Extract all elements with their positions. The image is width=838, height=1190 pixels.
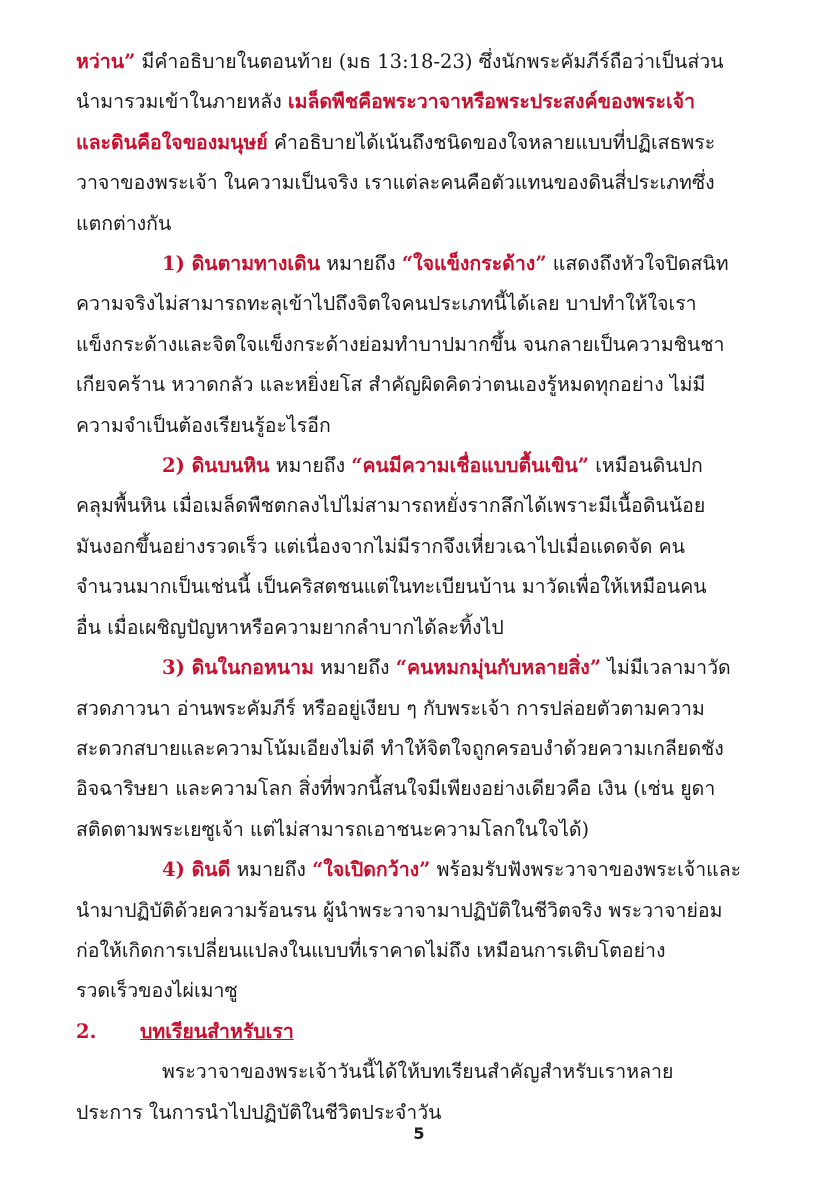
soil-3-paragraph [76, 648, 776, 850]
section-2-title: บทเรียนสำหรับเรา [140, 1019, 294, 1043]
soil-text: หมายถึง [320, 252, 402, 276]
soil-text: จำนวนมากเป็นเช่นนี้ เป็นคริสตชนแต่ในทะเบียนบ้าน มาวัดเพื่อให้เหมือนคน [76, 575, 707, 599]
intro-text: แตกต่างกัน [76, 211, 172, 235]
soil-4-label: 4) ดินดี [162, 858, 231, 882]
soil-1-label: 1) ดินตามทางเดิน [162, 252, 321, 276]
soil-definition: และดินคือใจของมนุษย์ [76, 130, 268, 154]
soil-text: สวดภาวนา อ่านพระคัมภีร์ หรืออยู่เงียบ ๆ กับพระเจ้า การปล่อยตัวตามความ [76, 696, 705, 720]
section-2-heading [76, 1012, 776, 1052]
soil-2-quote: “คนมีความเชื่อแบบตื้นเขิน” [351, 454, 590, 478]
soil-text: ก่อให้เกิดการเปลี่ยนแปลงในแบบที่เราคาดไม่ถึง เหมือนการเติบโตอย่าง [76, 938, 666, 962]
soil-text: ไม่มีเวลามาวัด [601, 656, 731, 680]
intro-text: วาจาของพระเจ้า ในความเป็นจริง เราแต่ละคนคือตัวแทนของดินสี่ประเภทซึ่ง [76, 171, 715, 195]
soil-1-quote: “ใจแข็งกระด้าง” [401, 252, 547, 276]
intro-text: คำอธิบายได้เน้นถึงชนิดของใจหลายแบบที่ปฏิเสธพระ [267, 130, 716, 154]
intro-text: นำมารวมเข้าในภายหลัง [76, 90, 288, 114]
section-2-text: พระวาจาของพระเจ้าวันนี้ได้ให้บทเรียนสำคัญสำหรับเราหลาย [162, 1060, 674, 1084]
intro-highlight: หว่าน” [76, 50, 136, 73]
intro-paragraph [76, 42, 776, 244]
soil-text: เกียจคร้าน หวาดกลัว และหยิ่งยโส สำคัญผิดคิดว่าตนเองรู้หมดทุกอย่าง ไม่มี [76, 373, 706, 397]
soil-text: ความจริงไม่สามารถทะลุเข้าไปถึงจิตใจคนประเภทนี้ได้เลย บาปทำให้ใจเรา [76, 292, 697, 316]
section-2-paragraph [76, 1052, 776, 1133]
soil-text: นำมาปฏิบัติด้วยความร้อนรน ผู้นำพระวาจามาปฏิบัติในชีวิตจริง พระวาจาย่อม [76, 898, 723, 922]
soil-text: อื่น เมื่อเผชิญปัญหาหรือความยากลำบากได้ละทิ้งไป [76, 615, 504, 639]
soil-text: หมายถึง [269, 454, 352, 478]
soil-text: พร้อมรับฟังพระวาจาของพระเจ้าและ [430, 858, 742, 882]
soil-text: สติดตามพระเยซูเจ้า แต่ไม่สามารถเอาชนะความโลกในใจได้) [76, 817, 590, 841]
soil-text: สะดวกสบายและความโน้มเอียงไม่ดี ทำให้จิตใจถูกครอบงำด้วยความเกลียดชัง [76, 736, 724, 760]
soil-text: หมายถึง [230, 858, 313, 882]
soil-2-paragraph [76, 446, 776, 648]
soil-text: คลุมพื้นหิน เมื่อเมล็ดพืชตกลงไปไม่สามารถหยั่งรากลึกได้เพราะมีเนื้อดินน้อย [76, 494, 706, 518]
soil-text: อิจฉาริษยา และความโลก สิ่งที่พวกนี้สนใจมีเพียงอย่างเดียวคือ เงิน (เช่น ยูดา [76, 777, 716, 801]
soil-text: ความจำเป็นต้องเรียนรู้อะไรอีก [76, 413, 331, 437]
soil-text: แข็งกระด้างและจิตใจแข็งกระด้างย่อมทำบาปมากขึ้น จนกลายเป็นความชินชา [76, 332, 725, 356]
soil-2-label: 2) ดินบนหิน [162, 454, 270, 478]
soil-text: แสดงถึงหัวใจปิดสนิท [546, 252, 729, 276]
section-2-number: 2. [76, 1019, 97, 1043]
soil-3-label: 3) ดินในกอหนาม [162, 656, 314, 680]
seed-definition: เมล็ดพืชคือพระวาจาหรือพระประสงค์ของพระเจ้า [287, 90, 696, 114]
page-number: 5 [413, 1124, 425, 1143]
soil-4-paragraph [76, 850, 776, 1012]
section-2-text: ประการ ในการนำไปปฏิบัติในชีวิตประจำวัน [76, 1100, 442, 1124]
soil-text: มันงอกขึ้นอย่างรวดเร็ว แต่เนื่องจากไม่มีรากจึงเหี่ยวเฉาไปเมื่อแดดจัด คน [76, 534, 685, 558]
soil-3-quote: “คนหมกมุ่นกับหลายสิ่ง” [395, 656, 602, 680]
intro-text: มีคำอธิบายในตอนท้าย (มธ 13:18-23) ซึ่งนักพระคัมภีร์ถือว่าเป็นส่วน [135, 50, 724, 73]
soil-4-quote: “ใจเปิดกว้าง” [312, 858, 431, 882]
soil-text: เหมือนดินปก [589, 454, 703, 478]
soil-1-paragraph [76, 244, 776, 446]
soil-text: หมายถึง [313, 656, 396, 680]
soil-text: รวดเร็วของไผ่เมาซู [76, 979, 238, 1003]
